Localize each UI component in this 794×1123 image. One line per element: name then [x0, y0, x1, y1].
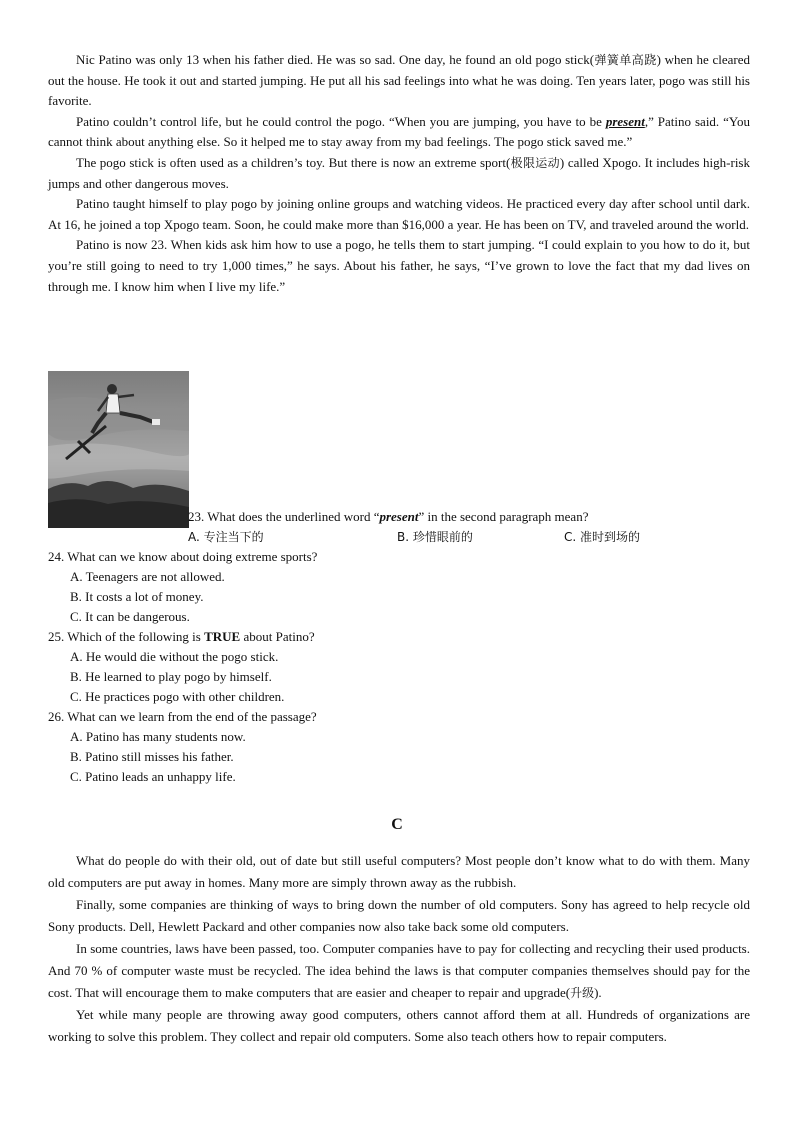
passage-c-paragraph-1: What do people do with their old, out of date but still useful computers? Most people don’t know what to do with them. Many old computers are put away in homes. Many more are simply thrown away as the rubbish.: [48, 853, 750, 890]
question-23-option-c: C. 准时到场的: [564, 530, 641, 544]
passage-b-paragraph-5: Patino is now 23. When kids ask him how to use a pogo, he tells them to start jumping. “I could explain to you how to do it, but you’re still going to need to try 1,000 times,” he says. About his father, he says, “I’ve grown to love the fact that my dad lives on through me. I know him when I live my life.”: [48, 237, 750, 294]
question-23-word: present: [379, 509, 419, 524]
question-25-option-b: B. He learned to play pogo by himself.: [70, 669, 272, 684]
question-24-option-a: A. Teenagers are not allowed.: [70, 569, 225, 584]
question-25-option-c: C. He practices pogo with other children.: [70, 689, 285, 704]
question-26: 26. What can we learn from the end of the passage?: [48, 709, 317, 724]
question-25-option-a: A. He would die without the pogo stick.: [70, 649, 279, 664]
questions-24-26: [48, 547, 750, 787]
question-23-option-a: A. 专注当下的: [188, 530, 264, 544]
question-25-bold: TRUE: [204, 629, 241, 644]
passage-b-paragraph-1: Nic Patino was only 13 when his father died. He was so sad. One day, he found an old pogo stick(弹簧单高跷) when he cleared out the house. He took it out and started jumping. He put all his sad feelings into what he was doing. Ten years later, pogo was still his favorite.: [48, 52, 750, 109]
question-26-option-a: A. Patino has many students now.: [70, 729, 246, 744]
passage-b-paragraph-2: Patino couldn’t control life, but he could control the pogo. “When you are jumping, you have to be present,” Patino said. “You cannot think about anything else. So it helped me to stay away from my bad feelings. The pogo stick saved me.”: [48, 113, 750, 150]
question-23-options: [188, 527, 748, 547]
underlined-word-present: present: [605, 113, 645, 129]
chinese-gloss: 升级: [570, 986, 595, 1000]
chinese-gloss: 弹簧单高跷: [594, 53, 657, 67]
passage-b-paragraph-4: Patino taught himself to play pogo by joining online groups and watching videos. He practiced every day after school until dark. At 16, he joined a top Xpogo team. Soon, he could make more than $16,000 a year. He has been on TV, and traveled around the world.: [48, 196, 750, 232]
passage-b-paragraph-3: The pogo stick is often used as a children’s toy. But there is now an extreme sport(极限运动) called Xpogo. It includes high-risk jumps and other dangerous moves.: [48, 154, 750, 191]
passage-c-paragraph-2: Finally, some companies are thinking of ways to bring down the number of old computers. Sony has agreed to help recycle old Sony products. Dell, Hewlett Packard and other companies now also take back some old computers.: [48, 897, 750, 934]
passage-c-paragraph-4: Yet while many people are throwing away good computers, others cannot afford them at all. Hundreds of organizations are working to solve this problem. They collect and repair old computers. Some also teach others how to repair computers.: [48, 1007, 750, 1044]
chinese-gloss: 极限运动: [510, 155, 560, 170]
question-26-option-c: C. Patino leads an unhappy life.: [70, 769, 236, 784]
passage-b: [48, 50, 750, 297]
question-23: 23. What does the underlined word “present” in the second paragraph mean?: [188, 509, 589, 524]
question-25: 25. Which of the following is TRUE about Patino?: [48, 629, 315, 644]
section-title-c: C: [391, 816, 403, 833]
question-23-option-b: B. 珍惜眼前的: [397, 530, 473, 544]
question-26-option-b: B. Patino still misses his father.: [70, 749, 234, 764]
question-24-option-b: B. It costs a lot of money.: [70, 589, 204, 604]
passage-c: [48, 850, 750, 1048]
pogo-jumper-image: [48, 371, 189, 528]
passage-c-paragraph-3: In some countries, laws have been passed, too. Computer companies have to pay for collecting and recycling their used products. And 70 % of computer waste must be recycled. The idea behind the laws is that computer companies themselves should pay for the cost. That will encourage them to make computers that are easier and cheaper to repair and upgrade(升级).: [48, 941, 750, 1000]
pogo-jumper-photo: [48, 371, 189, 528]
question-24-option-c: C. It can be dangerous.: [70, 609, 190, 624]
question-24: 24. What can we know about doing extreme sports?: [48, 549, 318, 564]
